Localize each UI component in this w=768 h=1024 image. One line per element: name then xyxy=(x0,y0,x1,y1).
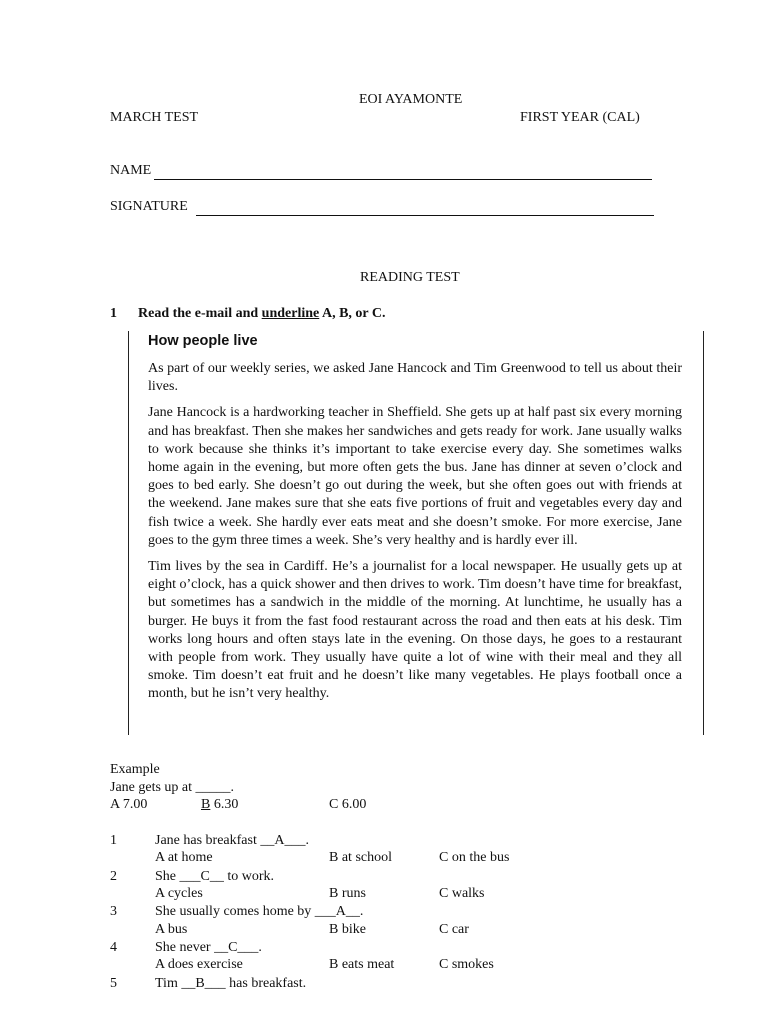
question-text: Tim __B___ has breakfast. xyxy=(155,976,307,991)
question-text: She usually comes home by ___A__. xyxy=(155,904,364,919)
option-a[interactable]: A cycles xyxy=(155,886,203,901)
option-b[interactable]: B at school xyxy=(329,850,392,865)
option-a[interactable]: A bus xyxy=(155,922,188,937)
option-b[interactable]: B runs xyxy=(329,886,366,901)
example-option-b-rest: 6.30 xyxy=(210,797,239,812)
option-c[interactable]: C smokes xyxy=(439,957,494,972)
level-label: FIRST YEAR (CAL) xyxy=(520,110,640,125)
option-c[interactable]: C car xyxy=(439,922,469,937)
option-a[interactable]: A at home xyxy=(155,850,213,865)
article xyxy=(148,332,682,712)
exercise-number: 1 xyxy=(110,306,117,321)
article-paragraph: As part of our weekly series, we asked Jane Hancock and Tim Greenwood to tell us about their lives. xyxy=(148,361,682,395)
signature-label: SIGNATURE xyxy=(110,199,188,214)
question-text: She never __C___. xyxy=(155,940,262,955)
option-c[interactable]: C on the bus xyxy=(439,850,510,865)
example-option-c[interactable]: C 6.00 xyxy=(329,797,367,812)
exercise-instruction xyxy=(138,306,386,322)
name-line[interactable] xyxy=(154,179,652,180)
article-paragraph: Tim lives by the sea in Cardiff. He’s a journalist for a local newspaper. He usually gets up at eight o’clock, has a quick shower and then drives to work. Tim doesn’t have time for breakfast, but sometimes has a sandwich in the middle of the morning. At lunchtime, he usually has a burger. He buys it from the fast food restaurant across the road and then eats at his desk. Tim works long hours and often stays late in the evening. On those days, he goes to a restaurant with people from work. They usually have quite a lot of wine with their meal and they all smoke. Tim doesn’t eat fruit and he doesn’t like many vegetables. He plays football once a month, but he isn’t very healthy. xyxy=(148,559,682,702)
question-number: 5 xyxy=(110,976,117,991)
example-option-b[interactable] xyxy=(201,797,238,813)
example-option-b-letter: B xyxy=(201,797,211,812)
instruction-underlined: underline xyxy=(261,306,320,321)
question-number: 2 xyxy=(110,869,117,884)
instruction-post: A, B, or C. xyxy=(319,306,386,321)
school-name: EOI AYAMONTE xyxy=(359,92,463,107)
option-b[interactable]: B bike xyxy=(329,922,366,937)
question-number: 3 xyxy=(110,904,117,919)
example-option-a[interactable]: A 7.00 xyxy=(110,797,148,812)
example-question: Jane gets up at _____. xyxy=(110,780,235,795)
question-number: 1 xyxy=(110,833,117,848)
option-b[interactable]: B eats meat xyxy=(329,957,395,972)
question-text: Jane has breakfast __A___. xyxy=(155,833,309,848)
test-name: MARCH TEST xyxy=(110,110,199,125)
signature-line[interactable] xyxy=(196,215,654,216)
name-label: NAME xyxy=(110,163,152,178)
question-text: She ___C__ to work. xyxy=(155,869,274,884)
question-number: 4 xyxy=(110,940,117,955)
example-label: Example xyxy=(110,762,160,777)
option-c[interactable]: C walks xyxy=(439,886,485,901)
option-a[interactable]: A does exercise xyxy=(155,957,243,972)
section-title: READING TEST xyxy=(360,270,460,285)
article-paragraph: Jane Hancock is a hardworking teacher in Sheffield. She gets up at half past six every morning and has breakfast. Then she makes her sandwiches and gets ready for work. Jane usually walks to work because she thinks it’s important to take exercise every day. She sometimes walks home again in the evening, but more often gets the bus. Jane has dinner at seven o’clock and goes to bed early. She doesn’t go out during the week, but she often goes out with friends at the weekend. Jane makes sure that she eats five portions of fruit and vegetables every day and fish twice a week. She hardly ever eats meat and she doesn’t smoke. For more exercise, Jane goes to the gym three times a week. She’s very healthy and is hardly ever ill. xyxy=(148,405,682,548)
instruction-pre: Read the e-mail and xyxy=(138,306,262,321)
article-title: How people live xyxy=(148,333,258,349)
